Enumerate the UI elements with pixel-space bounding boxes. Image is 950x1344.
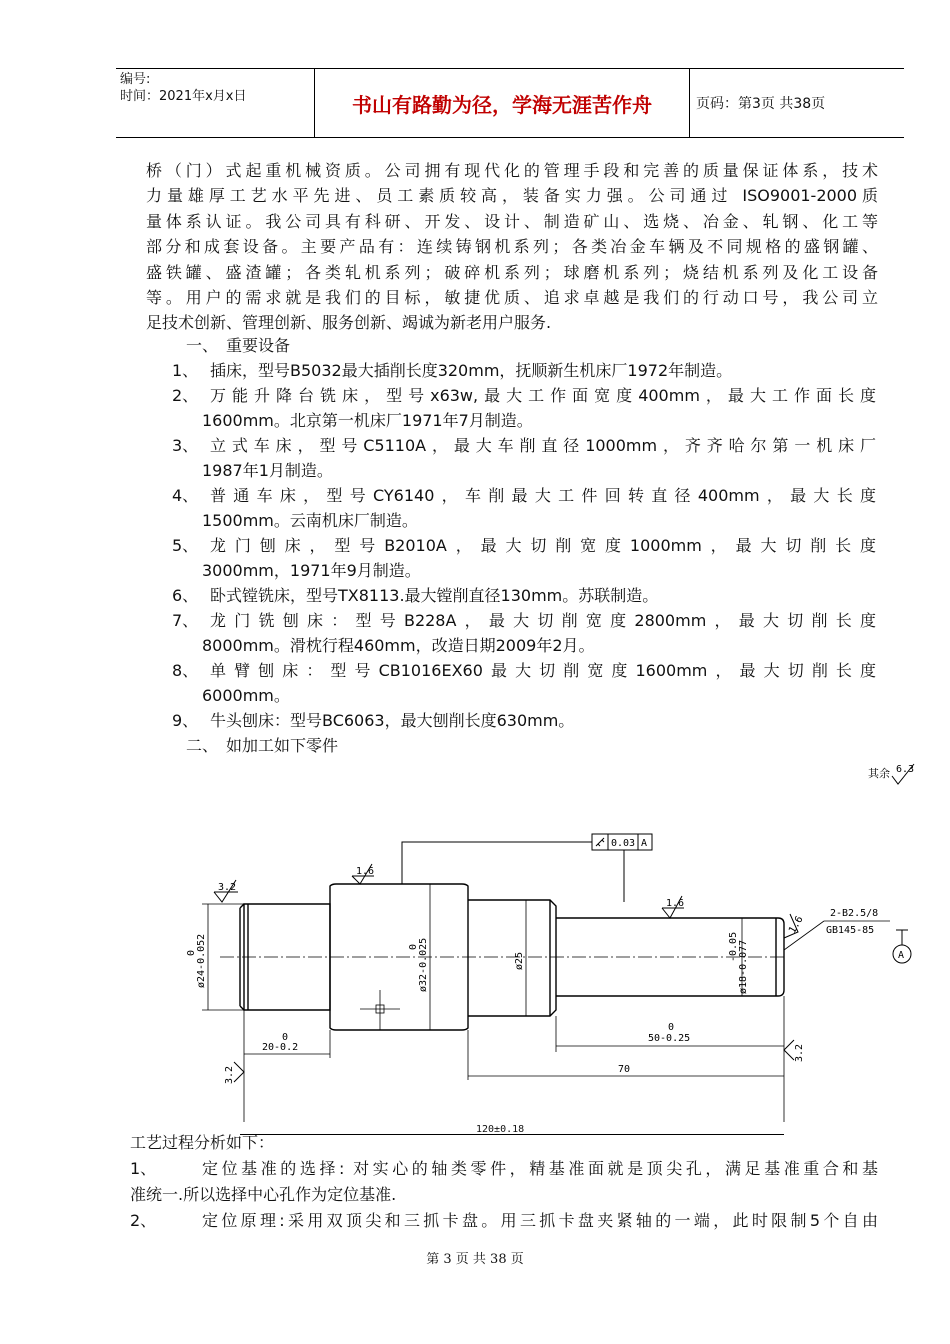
list-item-cont: 3000mm，1971年9月制造。 (202, 561, 421, 580)
list-item: 4、 普通车床，型号CY6140，车削最大工件回转直径400mm，最大长度 (172, 486, 876, 505)
svg-text:A: A (641, 838, 648, 849)
roughness-symbol (784, 1040, 805, 1062)
intro-line: 力量雄厚工艺水平先进、员工素质较高，装备实力强。公司通过 ISO9001-2000质 (146, 186, 878, 206)
svg-text:0: 0 (668, 1022, 675, 1033)
dia2-label: ø32-0.025 (418, 937, 429, 992)
list-item: 2、 定位原理:采用双顶尖和三抓卡盘。用三抓卡盘夹紧轴的一端，此时限制5个自由 (130, 1211, 878, 1230)
intro-paragraph (146, 158, 878, 336)
header-page-label: 页码：第3页 共38页 (696, 96, 826, 112)
section-1-title: 一、 重要设备 (186, 336, 291, 355)
svg-text:3.2: 3.2 (794, 1043, 805, 1062)
intro-line: 盛铁罐、盛渣罐；各类轧机系列；破碎机系列；球磨机系列；烧结机系列及化工设备 (146, 262, 878, 282)
list-item-cont: 准统一.所以选择中心孔作为定位基准. (130, 1185, 397, 1204)
svg-text:-0.05: -0.05 (728, 931, 739, 962)
list-item: 3、 立式车床，型号C5110A，最大车削直径1000mm，齐齐哈尔第一机床厂 (172, 436, 876, 455)
svg-text:1.6: 1.6 (787, 914, 806, 936)
svg-text:2-B2.5/8: 2-B2.5/8 (830, 908, 879, 919)
list-item-cont: 1500mm。云南机床厂制造。 (202, 511, 418, 530)
process-section (130, 1130, 878, 1234)
intro-line: 桥（门）式起重机械资质。公司拥有现代化的管理手段和完善的质量保证体系，技术 (146, 161, 878, 180)
len3-label: 70 (618, 1064, 631, 1075)
shaft-drawing (180, 760, 920, 1122)
len1-label: 20-0.2 (262, 1042, 299, 1053)
intro-line: 量体系认证。我公司具有科研、开发、设计、制造矿山、选烧、冶金、轧钢、化工等 (146, 211, 878, 231)
list-item: 1、 定位基准的选择: 对实心的轴类零件，精基准面就是顶尖孔，满足基准重合和基 (130, 1159, 878, 1178)
svg-text:0: 0 (408, 943, 419, 950)
page-footer: 第 3 页 共 38 页 (426, 1252, 524, 1267)
header-motto: 书山有路勤为径，学海无涯苦作舟 (314, 69, 690, 137)
roughness-symbol (662, 896, 684, 918)
rest-roughness-symbol (868, 764, 914, 784)
dia1-label: ø24-0.052 (196, 933, 207, 988)
svg-text:A: A (898, 950, 905, 961)
svg-text:3.2: 3.2 (218, 882, 237, 893)
svg-text:其余: 其余 (868, 767, 890, 780)
roughness-symbol (214, 880, 238, 902)
list-item: 7、 龙门铣刨床：型号B228A，最大切削宽度2800mm，最大切削长度 (172, 611, 876, 630)
len2-label: 50-0.25 (648, 1033, 691, 1044)
page-header (116, 68, 904, 138)
list-item: 5、 龙门刨床，型号B2010A，最大切削宽度1000mm，最大切削长度 (172, 536, 876, 555)
intro-line: 足技术创新、管理创新、服务创新、竭诚为新老用户服务. (146, 313, 552, 333)
roughness-symbol (224, 1062, 244, 1084)
section-2-title: 二、 如加工如下零件 (186, 736, 339, 755)
process-title: 工艺过程分析如下： (130, 1133, 275, 1152)
list-item: 1、 插床，型号B5032最大插削长度320mm，抚顺新生机床厂1972年制造。 (172, 361, 733, 380)
list-item-cont: 8000mm。滑枕行程460mm，改造日期2009年2月。 (202, 636, 595, 655)
list-item: 9、 牛头刨床：型号BC6063，最大刨削长度630mm。 (172, 711, 575, 730)
list-item-cont: 6000mm。 (202, 686, 290, 705)
svg-text:1.6: 1.6 (666, 898, 685, 909)
list-item: 6、 卧式镗铣床，型号TX8113.最大镗削直径130mm。苏联制造。 (172, 586, 659, 605)
roughness-symbol (784, 914, 806, 938)
list-item: 8、 单臂刨床：型号CB1016EX60最大切削宽度1600mm，最大切削长度 (172, 661, 876, 680)
svg-text:3.2: 3.2 (224, 1065, 235, 1084)
datum-a-symbol (893, 930, 911, 963)
svg-text:1.6: 1.6 (356, 866, 375, 877)
header-meta (116, 69, 314, 137)
svg-text:6.3: 6.3 (896, 764, 915, 775)
list-item-cont: 1987年1月制造。 (202, 461, 333, 480)
len4-label: 120±0.18 (476, 1124, 525, 1135)
list-item-cont: 1600mm。北京第一机床厂1971年7月制造。 (202, 411, 533, 430)
intro-line: 部分和成套设备。主要产品有：连续铸钢机系列；各类冶金车辆及不同规格的盛钢罐、 (146, 237, 878, 257)
keyway-mark (360, 990, 400, 1030)
roughness-symbol (352, 864, 374, 884)
time-label: 时间：2021年x月x日 (120, 89, 247, 104)
dia3-label: ø25 (514, 951, 525, 970)
dia4-label: ø18-0.077 (738, 939, 749, 994)
svg-text:0: 0 (186, 949, 197, 956)
list-item: 2、 万能升降台铣床，型号x63w,最大工作面宽度400mm，最大工作面长度 (172, 386, 876, 405)
svg-text:0.03: 0.03 (611, 838, 636, 849)
svg-text:GB145-85: GB145-85 (826, 925, 875, 936)
intro-line: 等。用户的需求就是我们的目标，敏捷优质、追求卓越是我们的行动口号，我公司立 (146, 287, 878, 307)
tolerance-frame (402, 834, 652, 902)
number-label: 编号: (120, 72, 151, 87)
equipment-section (146, 333, 878, 758)
svg-text:0: 0 (282, 1032, 289, 1043)
